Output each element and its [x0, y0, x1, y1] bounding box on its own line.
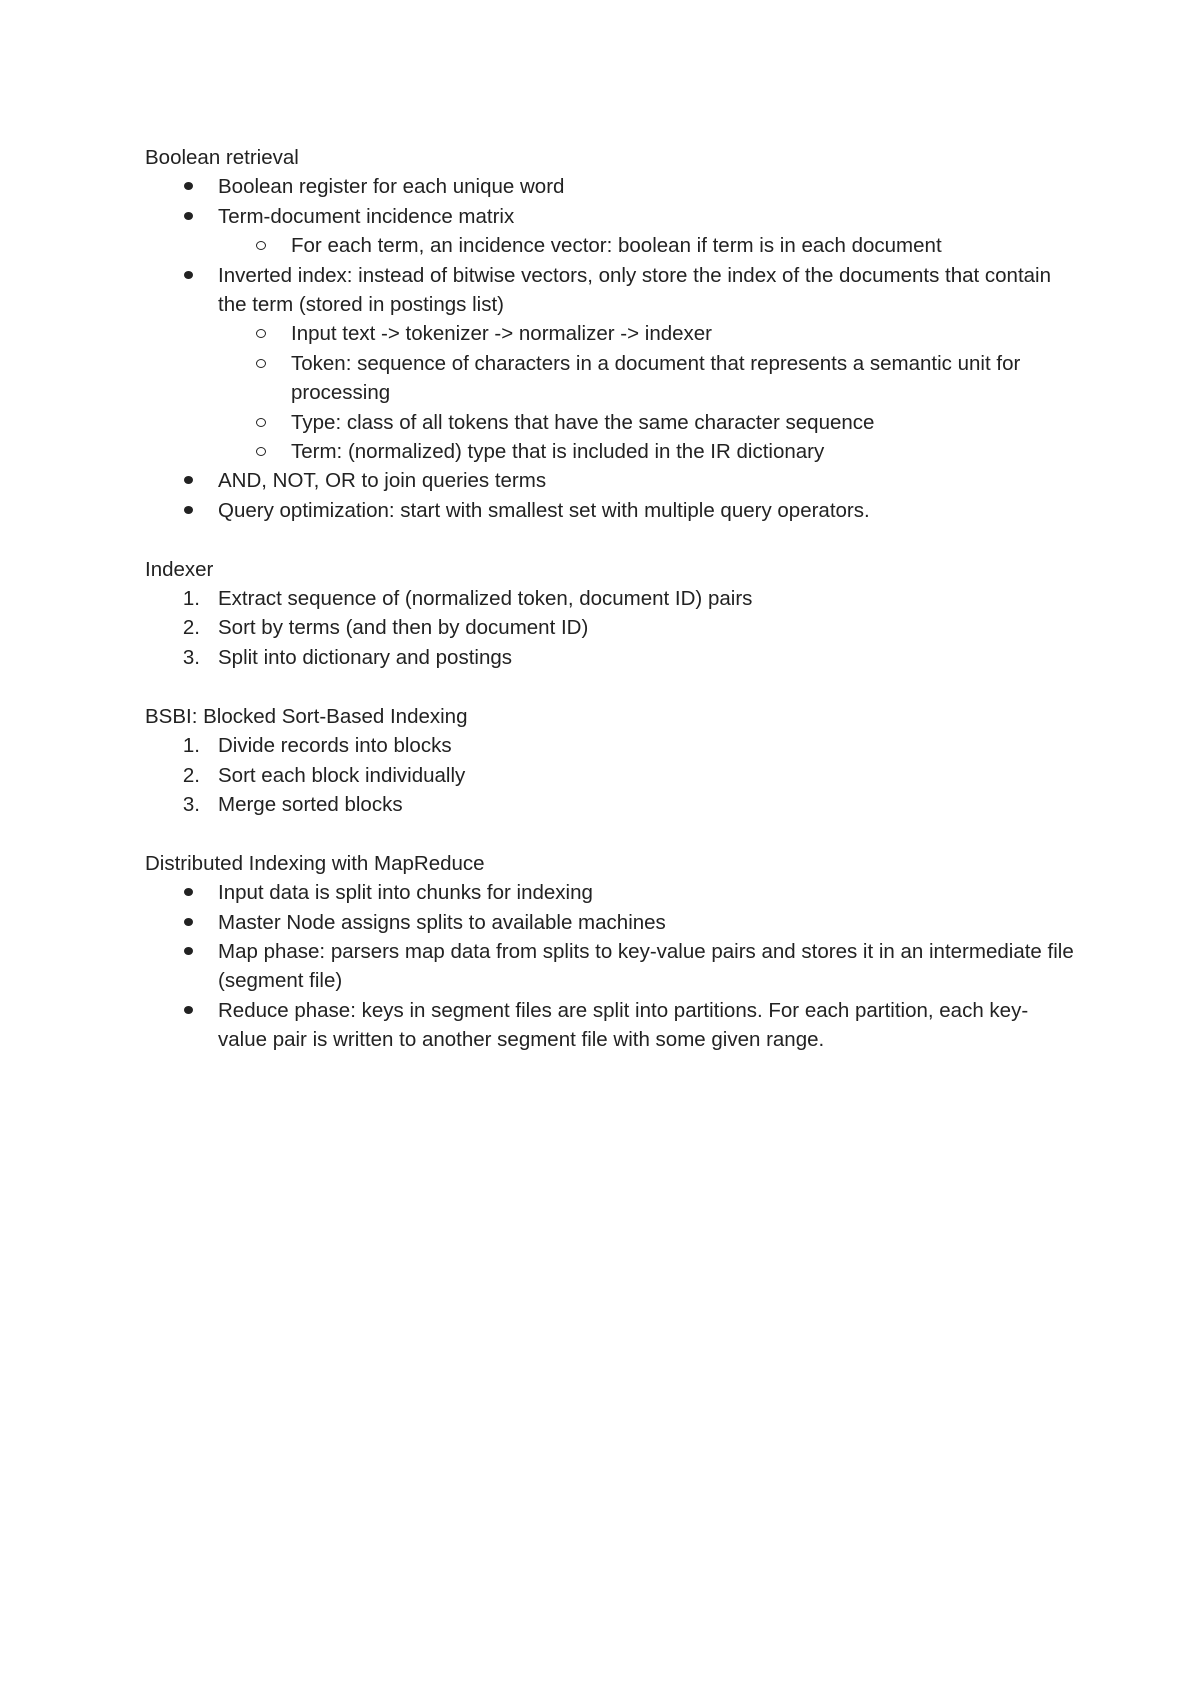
bullet-ring-icon [256, 447, 266, 456]
list-item: Boolean register for each unique word [145, 172, 1075, 201]
list-item: Input data is split into chunks for indexing [145, 878, 1075, 907]
bullet-dot-icon [184, 918, 193, 926]
list-number: 2. [182, 763, 200, 787]
list-number: 1. [182, 587, 200, 611]
bullet-dot-icon [184, 947, 193, 955]
sub-list-item: Term: (normalized) type that is included in the IR dictionary [218, 437, 1075, 466]
section-distributed-indexing [145, 849, 1075, 1055]
list-number: 3. [182, 792, 200, 816]
bullet-list [145, 878, 1075, 1054]
list-number: 2. [182, 616, 200, 640]
bullet-dot-icon [184, 271, 193, 279]
list-item: Map phase: parsers map data from splits to key-value pairs and stores it in an intermediate file (segment file) [145, 937, 1075, 996]
bullet-dot-icon [184, 182, 193, 190]
list-item: Query optimization: start with smallest set with multiple query operators. [145, 496, 1075, 525]
numbered-list [145, 731, 1075, 819]
section-heading: Indexer [145, 557, 214, 581]
sub-list-item: Input text -> tokenizer -> normalizer -> indexer [218, 319, 1075, 348]
sub-list-item: For each term, an incidence vector: boolean if term is in each document [218, 231, 1075, 260]
list-item: 1. Extract sequence of (normalized token, document ID) pairs [145, 584, 1075, 613]
list-number: 3. [182, 645, 200, 669]
list-number: 1. [182, 734, 200, 758]
sub-list [218, 231, 1075, 260]
sub-list-item: Type: class of all tokens that have the same character sequence [218, 408, 1075, 437]
section-heading: Boolean retrieval [145, 146, 299, 169]
section-heading: Distributed Indexing with MapReduce [145, 851, 485, 875]
list-item: AND, NOT, OR to join queries terms [145, 466, 1075, 495]
document-page [145, 143, 1075, 1084]
bullet-dot-icon [184, 888, 193, 896]
list-item: 3. Split into dictionary and postings [145, 643, 1075, 672]
bullet-list [145, 172, 1075, 525]
list-item: 1. Divide records into blocks [145, 731, 1075, 760]
list-item: 3. Merge sorted blocks [145, 790, 1075, 819]
list-item: 2. Sort each block individually [145, 761, 1075, 790]
section-boolean-retrieval [145, 143, 1075, 525]
numbered-list [145, 584, 1075, 672]
list-item: Reduce phase: keys in segment files are split into partitions. For each partition, each key-value pair is written to another segment file with some given range. [145, 996, 1075, 1055]
bullet-dot-icon [184, 506, 193, 514]
list-item: Master Node assigns splits to available machines [145, 908, 1075, 937]
bullet-dot-icon [184, 1006, 193, 1014]
list-item: Term-document incidence matrix For each term, an incidence vector: boolean if term is in each document [145, 202, 1075, 261]
bullet-dot-icon [184, 476, 193, 484]
bullet-ring-icon [256, 241, 266, 250]
bullet-dot-icon [184, 212, 193, 220]
sub-list-item: Token: sequence of characters in a document that represents a semantic unit for processing [218, 349, 1075, 408]
section-heading: BSBI: Blocked Sort-Based Indexing [145, 704, 468, 728]
bullet-ring-icon [256, 329, 266, 338]
bullet-ring-icon [256, 359, 266, 368]
sub-list [218, 319, 1075, 466]
section-bsbi [145, 702, 1075, 820]
bullet-ring-icon [256, 418, 266, 427]
section-indexer [145, 555, 1075, 673]
list-item: Inverted index: instead of bitwise vectors, only store the index of the documents that contain the term (stored in postings list) Input text -> tokenizer -> normalizer -> indexer Token: sequence of characters in a document that represents a semantic unit for processing Type: class of all tokens that have the same character sequence Term: (normalized) type that is included in the IR dictionary [145, 261, 1075, 467]
list-item: 2. Sort by terms (and then by document ID) [145, 613, 1075, 642]
